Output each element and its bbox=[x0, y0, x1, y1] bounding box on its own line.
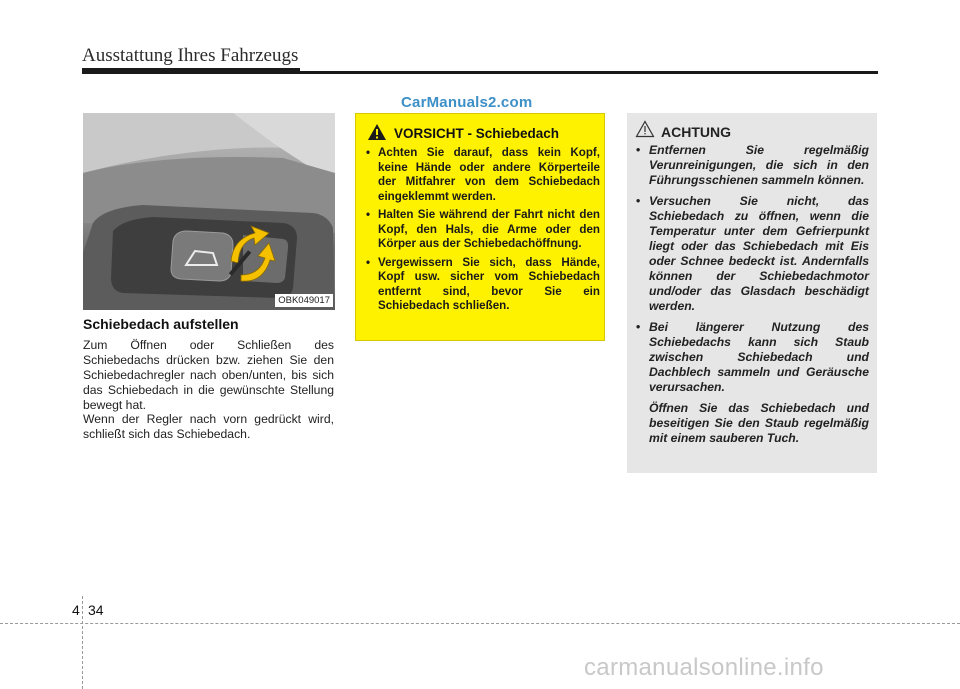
notice-triangle-icon bbox=[635, 120, 655, 138]
notice-item: • Entfernen Sie regelmäßig Verunreinigungen, die sich in den Führungsschienen sammeln können. bbox=[636, 143, 869, 187]
caution-item: • Achten Sie darauf, dass kein Kopf, keine Hände oder andere Körperteile der Mitfahrer von dem Schiebedach eingeklemmt werden. bbox=[366, 146, 600, 203]
figure-code: OBK049017 bbox=[275, 294, 333, 307]
notice-list bbox=[635, 143, 869, 452]
footer-divider bbox=[82, 596, 83, 689]
chapter-number: 4 bbox=[72, 602, 80, 618]
notice-item: • Bei längerer Nutzung des Schiebedachs kann sich Staub zwischen Schiebedach und Dachblech sammeln und Geräusche verursachen. Öffnen Sie das Schiebedach und beseitigen Sie den Staub regelmäßig mit einem sauberen Tuch. bbox=[636, 320, 869, 445]
section-heading: Schiebedach aufstellen bbox=[83, 316, 239, 332]
warning-triangle-icon bbox=[367, 123, 387, 141]
page-header-title: Ausstattung Ihres Fahrzeugs bbox=[82, 45, 299, 66]
header-rule bbox=[82, 71, 878, 74]
notice-title: ACHTUNG bbox=[661, 124, 731, 140]
watermark-bottom: carmanualsonline.info bbox=[584, 654, 824, 681]
sunroof-control-photo bbox=[83, 113, 335, 310]
body-paragraph-2: Wenn der Regler nach vorn gedrückt wird, schließt sich das Schiebedach. bbox=[83, 412, 334, 441]
page-number: 34 bbox=[88, 602, 104, 618]
footer-rule bbox=[0, 623, 960, 624]
caution-box bbox=[355, 113, 605, 341]
notice-item: • Versuchen Sie nicht, das Schiebedach zu öffnen, wenn die Temperatur unter dem Gefrierpunkt liegt oder das Schiebedach mit Eis oder Schnee bedeckt ist. Andernfalls können der Schiebedachmotor und/oder das Glasdach beschädigt werden. bbox=[636, 194, 869, 313]
caution-item: • Halten Sie während der Fahrt nicht den Kopf, den Hals, die Arme oder den Körper aus der Schiebedachöffnung. bbox=[366, 208, 600, 250]
watermark-top: CarManuals2.com bbox=[401, 94, 533, 111]
caution-title: VORSICHT - Schiebedach bbox=[394, 126, 560, 141]
notice-box bbox=[627, 113, 877, 473]
caution-item: • Vergewissern Sie sich, dass Hände, Kopf usw. sicher vom Schiebedach entfernt sind, bevor Sie ein Schiebedach schließen. bbox=[366, 255, 600, 312]
notice-item-extra: Öffnen Sie das Schiebedach und beseitigen Sie den Staub regelmäßig mit einem sauberen Tuch. bbox=[649, 401, 869, 445]
sunroof-console-illustration bbox=[83, 113, 335, 310]
caution-list bbox=[364, 146, 600, 318]
body-paragraph-1: Zum Öffnen oder Schließen des Schiebedachs drücken bzw. ziehen Sie den Schiebedachregler nach oben/unten, bis sich das Schiebedach in die gewünschte Stellung bewegt hat. bbox=[83, 338, 334, 412]
